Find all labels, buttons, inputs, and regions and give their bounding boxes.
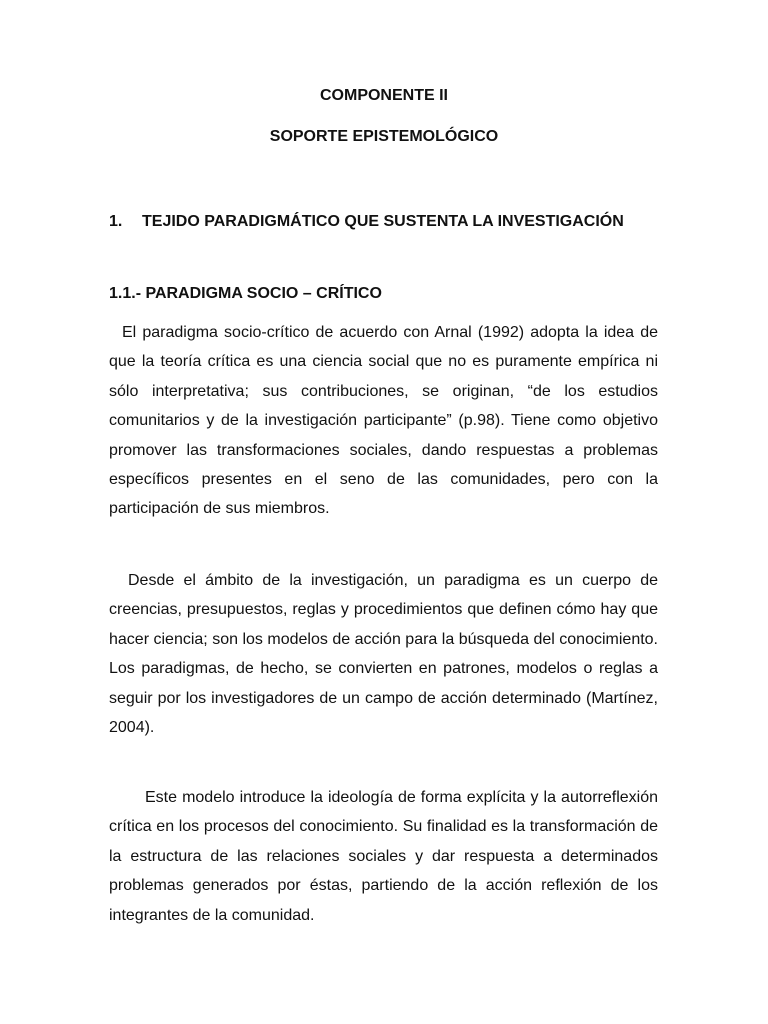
document-subtitle: SOPORTE EPISTEMOLÓGICO (269, 128, 499, 145)
section-title: TEJIDO PARADIGMÁTICO QUE SUSTENTA LA INVESTIGACIÓN (142, 213, 624, 230)
section-heading (109, 207, 659, 236)
body-paragraph: Desde el ámbito de la investigación, un paradigma es un cuerpo de creencias, presupuestos, reglas y procedimientos que definen cómo hay que hacer ciencia; son los modelos de acción para la búsqueda del conocimiento. Los paradigmas, de hecho, se convierten en patrones, modelos o reglas a seguir por los investigadores de un campo de acción determinado (Martínez, 2004). (109, 572, 658, 737)
document-title: COMPONENTE II (319, 87, 448, 104)
body-paragraph: Este modelo introduce la ideología de forma explícita y la autorreflexión crítica en los procesos del conocimiento. Su finalidad es la transformación de la estructura de las relaciones sociales y dar respuesta a determinados problemas generados por éstas, partiendo de la acción reflexión de los integrantes de la comunidad. (109, 789, 658, 924)
body-paragraph: El paradigma socio-crítico de acuerdo con Arnal (1992) adopta la idea de que la teoría crítica es una ciencia social que no es puramente empírica ni sólo interpretativa; sus contribuciones, se originan, “de los estudios comunitarios y de la investigación participante” (p.98). Tiene como objetivo promover las transformaciones sociales, dando respuestas a problemas específicos presentes en el seno de las comunidades, pero con la participación de sus miembros. (109, 324, 658, 518)
subsection-heading: 1.1.- PARADIGMA SOCIO – CRÍTICO (109, 285, 382, 302)
section-number: 1. (109, 213, 123, 230)
